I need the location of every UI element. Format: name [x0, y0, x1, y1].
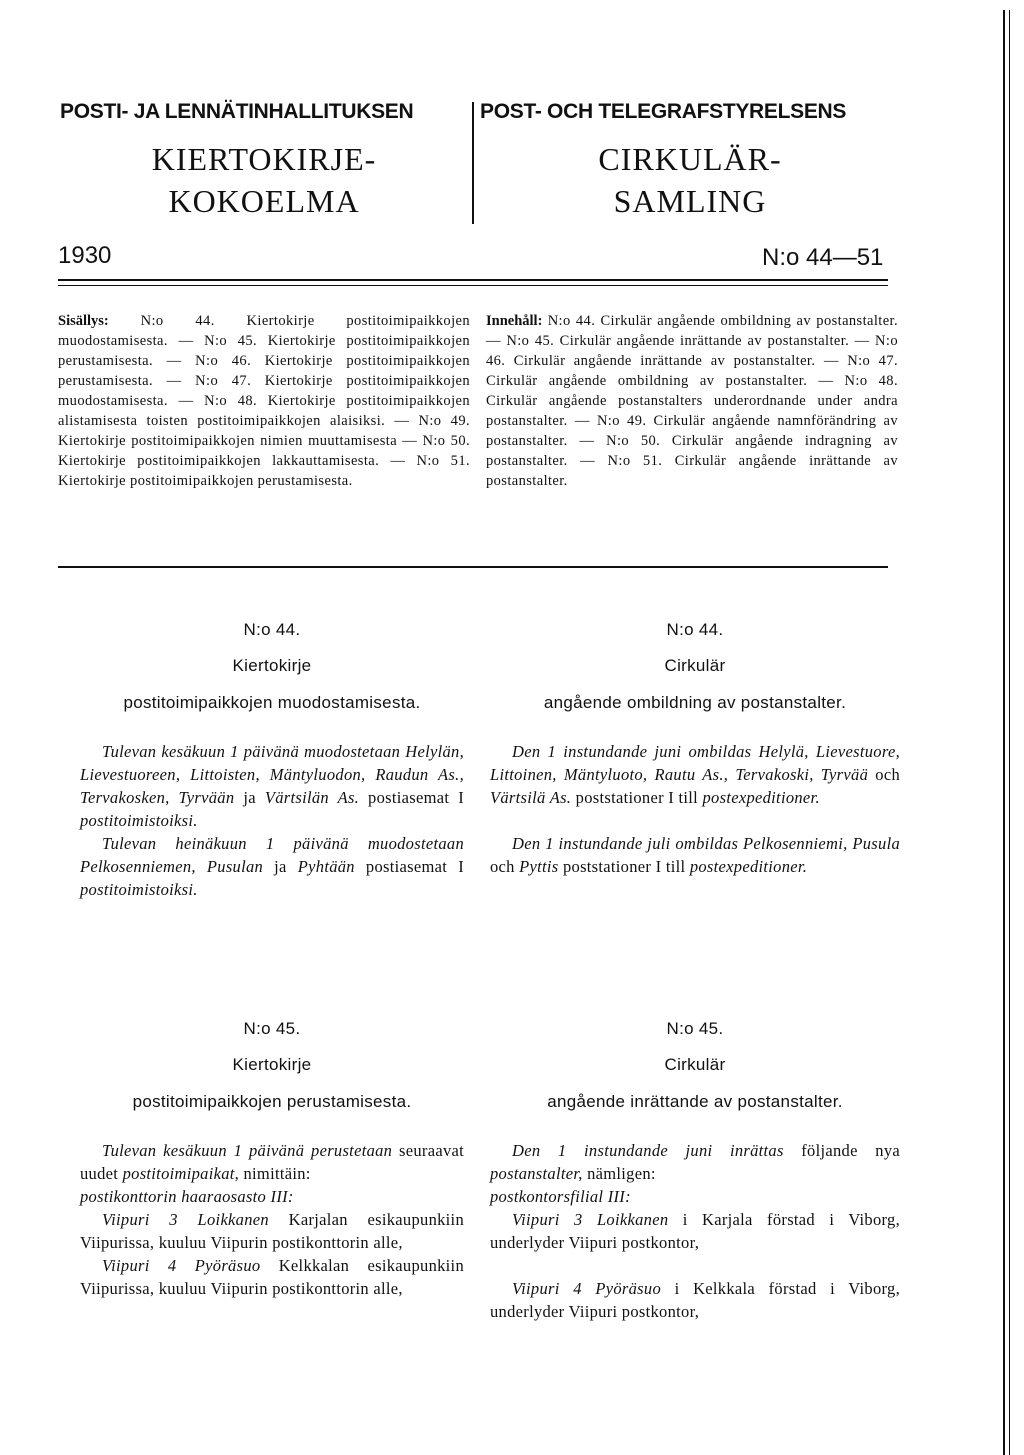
text: och	[868, 765, 900, 784]
text: postiasemat I	[354, 857, 465, 876]
italic-text: postexpeditioner.	[689, 857, 808, 876]
italic-text: Värtsilän As.	[264, 788, 360, 807]
paragraph	[80, 1139, 464, 1185]
header-fi-title-1: KIERTOKIRJE-	[151, 141, 377, 177]
paragraph	[80, 1208, 464, 1254]
contents-finnish	[58, 311, 470, 491]
paragraph	[490, 1277, 900, 1323]
italic-text: postitoimipaikat,	[122, 1164, 240, 1183]
text: poststationer I till	[571, 788, 703, 807]
italic-text: postitoimistoiksi.	[80, 811, 198, 830]
paragraph	[490, 1208, 900, 1254]
text: i Kelkkala förstad i Viborg, underlyder Viipuri postkontor,	[490, 1279, 900, 1321]
header-sv-title-2: SAMLING	[613, 183, 767, 219]
section-subject: angående inrättande av postanstalter.	[547, 1092, 843, 1111]
text: Kelkkalan esikaupunkiin Viipurissa, kuuluu Viipurin postikonttorin alle,	[80, 1256, 464, 1298]
section-subject: postitoimipaikkojen muodostamisesta.	[123, 693, 421, 712]
italic-text: Tulevan heinäkuun 1 päivänä muodostetaan Pelkosenniemen, Pusulan	[80, 834, 464, 876]
paragraph	[490, 832, 900, 878]
italic-text: Viipuri 3 Loikkanen	[512, 1210, 669, 1229]
paragraph	[80, 832, 464, 901]
margin-rule	[1003, 10, 1005, 1455]
section-kind: Kiertokirje	[232, 1055, 312, 1074]
paragraph	[490, 1185, 900, 1208]
section-kind: Cirkulär	[664, 1055, 726, 1074]
italic-text: postitoimistoiksi.	[80, 880, 198, 899]
margin-rule	[1009, 10, 1010, 1455]
section-number: N:o 44.	[666, 620, 724, 639]
paragraph	[80, 740, 464, 832]
contents-fi-lead: Sisällys:	[58, 313, 109, 329]
section-45-finnish	[80, 1017, 464, 1300]
italic-text: postikonttorin haaraosasto III:	[80, 1187, 294, 1206]
text: följande nya	[783, 1141, 900, 1160]
text: postiasemat I	[359, 788, 464, 807]
issue-numbers: N:o 44—51	[762, 244, 884, 271]
contents-rule	[58, 566, 888, 568]
section-kind: Cirkulär	[664, 656, 726, 675]
section-number: N:o 44.	[243, 620, 301, 639]
header-rule	[58, 279, 888, 281]
paragraph	[490, 740, 900, 809]
section-number: N:o 45.	[243, 1019, 301, 1038]
section-44-swedish	[490, 618, 900, 878]
italic-text: Pyttis	[519, 857, 559, 876]
italic-text: Värtsilä As.	[490, 788, 572, 807]
contents-fi-text: N:o 44. Kiertokirje postitoimipaikkojen muodostamisesta. — N:o 45. Kiertokirje postitoimipaikkojen perustamisesta. — N:o 46. Kiertokirje postitoimipaikkojen perustamisesta. — N:o 47. Kiertokirje postitoimipaikkojen muodostamisesta. — N:o 48. Kiertokirje postitoimipaikkojen alistamisesta toisten postitoimipaikkojen alaisiksi. — N:o 49. Kiertokirje postitoimipaikkojen nimien muuttamisesta — N:o 50. Kiertokirje postitoimipaikkojen lakkauttamisesta. — N:o 51. Kiertokirje postitoimipaikkojen perustamisesta.	[58, 313, 470, 489]
italic-text: Den 1 instundande juni ombildas Helylä, Lievestuore, Littoinen, Mäntyluoto, Rautu As., Tervakoski, Tyrvää	[490, 742, 900, 784]
contents-swedish	[486, 311, 898, 491]
header-sv-title-1: CIRKULÄR-	[598, 141, 782, 177]
text: ja	[234, 788, 265, 807]
paragraph	[490, 1139, 900, 1185]
header-finnish	[60, 100, 468, 222]
section-kind: Kiertokirje	[232, 656, 312, 675]
header-sv-authority: POST- OCH TELEGRAFSTYRELSENS	[480, 100, 847, 123]
text: i Karjala förstad i Viborg, underlyder Viipuri postkontor,	[490, 1210, 900, 1252]
header-swedish	[480, 100, 900, 222]
contents-sv-lead: Innehåll:	[486, 313, 543, 329]
header-fi-authority: POSTI- JA LENNÄTINHALLITUKSEN	[60, 100, 414, 123]
text: Karjalan esikaupunkiin Viipurissa, kuuluu Viipurin postikonttorin alle,	[80, 1210, 464, 1252]
text: seuraavat uudet	[80, 1141, 464, 1183]
section-number: N:o 45.	[666, 1019, 724, 1038]
italic-text: Tulevan kesäkuun 1 päivänä muodostetaan Helylän, Lievestuoreen, Littoisten, Mäntyluodon, Raudun As., Tervakosken, Tyrvään	[80, 742, 464, 807]
text: poststationer I till	[558, 857, 690, 876]
text: nämligen:	[582, 1164, 656, 1183]
header-divider	[472, 102, 474, 224]
italic-text: postexpeditioner.	[702, 788, 820, 807]
section-44-finnish	[80, 618, 464, 901]
section-subject: angående ombildning av postanstalter.	[543, 693, 847, 712]
italic-text: Tulevan kesäkuun 1 päivänä perustetaan	[102, 1141, 393, 1160]
italic-text: Viipuri 4 Pyöräsuo	[102, 1256, 261, 1275]
text: nimittäin:	[239, 1164, 311, 1183]
paragraph	[80, 1254, 464, 1300]
italic-text: Viipuri 4 Pyöräsuo	[512, 1279, 662, 1298]
italic-text: Den 1 instundande juni inrättas	[512, 1141, 784, 1160]
header-rule	[58, 285, 888, 286]
italic-text: Pyhtään	[297, 857, 355, 876]
header-fi-title-2: KOKOELMA	[168, 183, 360, 219]
contents-sv-text: N:o 44. Cirkulär angående ombildning av postanstalter. — N:o 45. Cirkulär angående inrättande av postanstalter. — N:o 46. Cirkulär angående inrättande av postanstalter. — N:o 47. Cirkulär angående ombildning av postanstalter. — N:o 48. Cirkulär angående postanstalters underordnande under andra postanstalter. — N:o 49. Cirkulär angående namnförändring av postanstalter. — N:o 50. Cirkulär angående indragning av postanstalter. — N:o 51. Cirkulär angående inrättande av postanstalter.	[486, 313, 899, 489]
italic-text: Den 1 instundande juli ombildas Pelkosenniemi, Pusula	[512, 834, 900, 853]
section-45-swedish	[490, 1017, 900, 1323]
section-subject: postitoimipaikkojen perustamisesta.	[132, 1092, 412, 1111]
publication-year: 1930	[58, 242, 112, 269]
italic-text: Viipuri 3 Loikkanen	[102, 1210, 269, 1229]
text: och	[490, 857, 520, 876]
italic-text: postkontorsfilial III:	[490, 1187, 631, 1206]
text: ja	[263, 857, 298, 876]
italic-text: postanstalter,	[490, 1164, 583, 1183]
paragraph	[80, 1185, 464, 1208]
